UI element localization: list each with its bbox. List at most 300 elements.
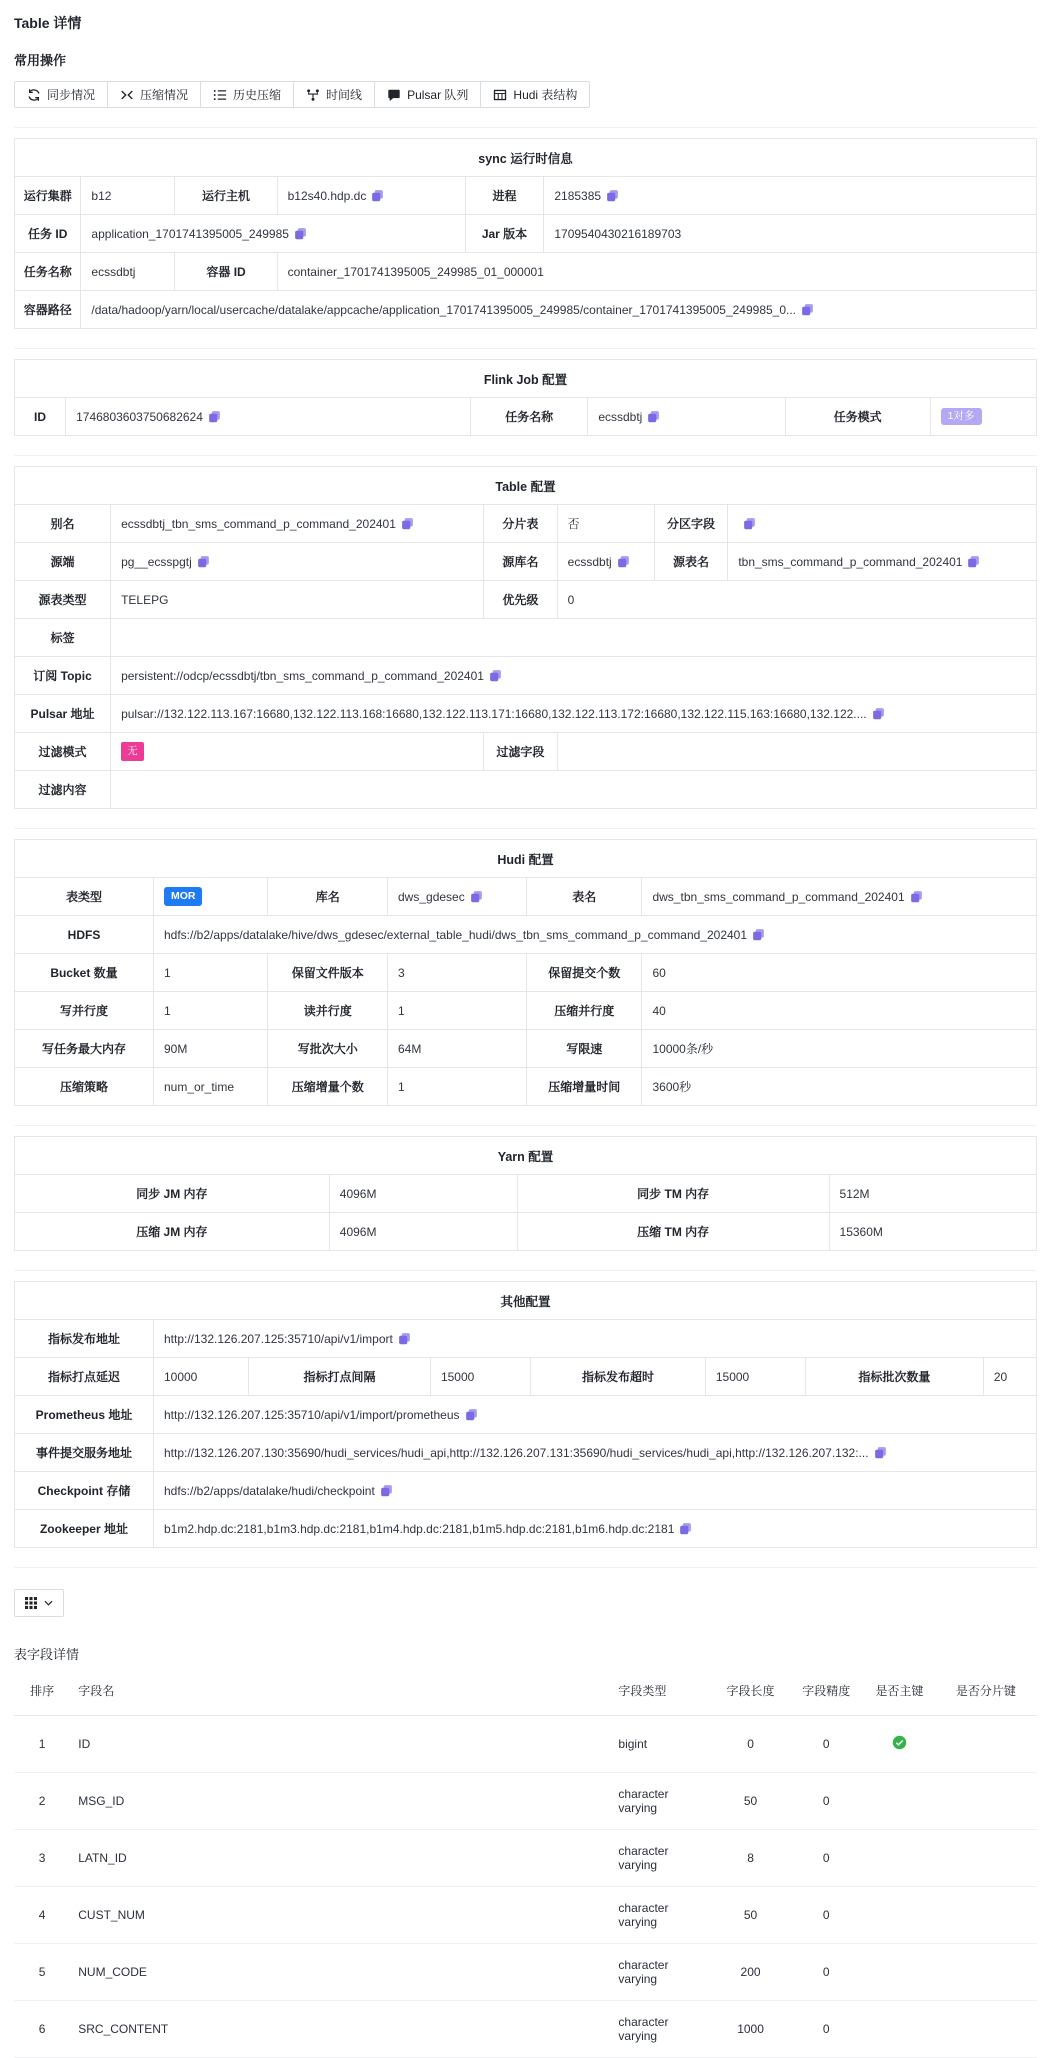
config-row: [15, 177, 1037, 215]
action-button-4[interactable]: [293, 81, 375, 108]
field-label-text: 事件提交服务地址: [35, 1446, 132, 1460]
action-button-1[interactable]: [14, 81, 108, 108]
field-name-cell: SRC_CONTENT: [70, 2001, 610, 2058]
field-value: [111, 695, 1037, 733]
check-circle-icon: [892, 1735, 907, 1750]
field-label-text: 写批次大小: [297, 1042, 358, 1056]
field-value: [153, 1030, 267, 1068]
field-length-cell: 1000: [713, 2001, 789, 2058]
field-label-text: 容器 ID: [206, 265, 246, 279]
field-value-text: ecssdbtj: [567, 554, 612, 569]
action-button-label: 历史压缩: [233, 88, 282, 102]
field-name-cell: LATN_ID: [70, 1830, 610, 1887]
field-value-text: 20: [993, 1369, 1008, 1384]
action-button-5[interactable]: [374, 81, 481, 108]
field-value-text: 15000: [715, 1369, 750, 1384]
config-table: [14, 1136, 1037, 1251]
config-row: [15, 771, 1037, 809]
field-value: [642, 878, 1037, 916]
copy-icon[interactable]: [371, 189, 384, 202]
copy-icon[interactable]: [380, 1484, 393, 1497]
field-label: [15, 619, 111, 657]
config-sections: [14, 127, 1037, 1548]
field-value: [111, 657, 1037, 695]
field-label: [15, 291, 81, 329]
config-table: [14, 359, 1037, 436]
field-label: [526, 1068, 641, 1106]
field-label-text: 任务 ID: [28, 227, 68, 241]
field-label: [484, 543, 558, 581]
field-label: [15, 1175, 330, 1213]
field-value-text: pulsar://132.122.113.167:16680,132.122.113.168:16680,132.122.113.171:16680,132.122.113.172:16680,132.122.115.163:16680,132.122....: [121, 706, 867, 721]
field-label: [526, 992, 641, 1030]
field-value: [557, 505, 654, 543]
field-label-text: 压缩增量时间: [548, 1080, 621, 1094]
section-title-row: [15, 840, 1037, 878]
field-value: [111, 619, 1037, 657]
field-label: [175, 177, 277, 215]
copy-icon[interactable]: [967, 555, 980, 568]
field-value-text: dws_gdesec: [398, 889, 465, 904]
field-value-text: 2185385: [554, 188, 602, 203]
divider: [14, 348, 1037, 349]
field-type-cell: character varying: [610, 1944, 712, 2001]
copy-icon[interactable]: [401, 517, 414, 530]
copy-icon[interactable]: [617, 555, 630, 568]
field-label: [15, 916, 154, 954]
timeline-icon: [306, 88, 320, 102]
copy-icon[interactable]: [910, 890, 923, 903]
field-value-text: hdfs://b2/apps/datalake/hive/dws_gdesec/external_table_hudi/dws_tbn_sms_command_p_command_202401: [163, 927, 748, 942]
field-value: [153, 1434, 1036, 1472]
field-value: [705, 1358, 805, 1396]
chevron-down-icon: [44, 1600, 53, 1606]
copy-icon[interactable]: [489, 669, 502, 682]
field-label-text: 表类型: [65, 890, 102, 904]
field-label: [654, 505, 728, 543]
copy-icon[interactable]: [872, 707, 885, 720]
field-value: [588, 398, 785, 436]
field-value: [153, 992, 267, 1030]
field-value: [111, 505, 484, 543]
field-type-cell: character varying: [610, 1773, 712, 1830]
field-value-text: 0: [567, 592, 575, 607]
config-row: [15, 398, 1037, 436]
message-icon: [387, 88, 401, 102]
field-value-text: 10000条/秒: [652, 1042, 714, 1056]
action-button-label: Pulsar 队列: [407, 88, 469, 102]
field-label: [15, 992, 154, 1030]
field-value: [81, 253, 175, 291]
field-name-cell: MSG_ID: [70, 1773, 610, 1830]
field-value-text: 3: [398, 965, 405, 980]
section-title-row: [15, 139, 1037, 177]
action-button-6[interactable]: [480, 81, 590, 108]
config-row: [15, 253, 1037, 291]
field-label-text: 指标发布地址: [47, 1332, 120, 1346]
field-type-cell: bigint: [610, 1716, 712, 1773]
field-order-cell: 6: [14, 2001, 70, 2058]
field-label-text: 过滤模式: [38, 745, 87, 759]
field-value: [388, 1030, 527, 1068]
field-value: [81, 215, 465, 253]
field-label-text: 源表名: [673, 555, 710, 569]
config-row: [15, 1068, 1037, 1106]
view-mode-button[interactable]: [14, 1589, 64, 1617]
copy-icon[interactable]: [743, 517, 756, 530]
field-label-text: 指标批次数量: [858, 1370, 931, 1384]
field-value: [329, 1175, 517, 1213]
field-label-text: 写限速: [566, 1042, 603, 1056]
field-value: [388, 878, 527, 916]
field-label-text: Zookeeper 地址: [39, 1522, 128, 1536]
field-length-cell: 0: [713, 1716, 789, 1773]
config-row: [15, 954, 1037, 992]
field-value: [557, 581, 1036, 619]
column-header: 字段精度: [788, 1667, 864, 1716]
field-label: [15, 1213, 330, 1251]
config-row: [15, 1510, 1037, 1548]
copy-icon[interactable]: [801, 303, 814, 316]
action-button-label: 压缩情况: [140, 88, 189, 102]
field-length-cell: 200: [713, 1944, 789, 2001]
section-title-row: [15, 1137, 1037, 1175]
field-label: [15, 954, 154, 992]
field-label: [15, 543, 111, 581]
column-header: 字段类型: [610, 1667, 712, 1716]
config-row: [15, 505, 1037, 543]
field-label: [531, 1358, 706, 1396]
grid-icon: [25, 1597, 37, 1609]
field-order-cell: 4: [14, 1887, 70, 1944]
field-label-text: 源库名: [502, 555, 539, 569]
section-title: Hudi 配置: [15, 840, 1037, 878]
field-label: [268, 992, 388, 1030]
field-label: [470, 398, 588, 436]
field-value-text: 512M: [839, 1186, 870, 1201]
config-row: [15, 619, 1037, 657]
copy-icon[interactable]: [208, 410, 221, 423]
field-label: [465, 177, 544, 215]
field-value-text: http://132.126.207.125:35710/api/v1/import/prometheus: [163, 1407, 460, 1422]
field-label: [517, 1213, 829, 1251]
field-value-text: 1: [398, 1079, 405, 1094]
field-value: [81, 291, 1037, 329]
field-label-text: 标签: [50, 631, 75, 645]
table-row: [14, 1773, 1037, 1830]
field-label-text: 库名: [315, 890, 340, 904]
field-value-text: http://132.126.207.130:35690/hudi_services/hudi_api,http://132.126.207.131:35690/hudi_services/hudi_api,http://132.126.207.132:...: [163, 1445, 869, 1460]
shard-key-cell: [935, 1887, 1037, 1944]
primary-key-cell: [864, 1716, 935, 1773]
field-label: [484, 505, 558, 543]
field-value-text: pg__ecsspgtj: [121, 554, 192, 569]
shard-key-cell: [935, 1944, 1037, 2001]
field-value: [66, 398, 471, 436]
field-label: [15, 1396, 154, 1434]
field-label: [15, 657, 111, 695]
field-label-text: Prometheus 地址: [35, 1408, 133, 1422]
field-label-text: 进程: [492, 189, 517, 203]
table-row: [14, 2001, 1037, 2058]
field-value-text: application_1701741395005_249985: [91, 226, 289, 241]
field-value: [642, 992, 1037, 1030]
field-value: [153, 1510, 1036, 1548]
field-label-text: 表名: [572, 890, 597, 904]
shard-key-cell: [935, 1830, 1037, 1887]
field-value-text: 10000: [163, 1369, 198, 1384]
field-value-text: 64M: [398, 1041, 422, 1056]
column-header: 字段名: [70, 1667, 610, 1716]
field-label: [15, 398, 66, 436]
field-value: [153, 878, 267, 916]
config-row: [15, 1358, 1037, 1396]
field-value-text: 1709540430216189703: [554, 226, 682, 241]
field-order-cell: 1: [14, 1716, 70, 1773]
config-row: [15, 695, 1037, 733]
field-label: [15, 1068, 154, 1106]
copy-icon[interactable]: [874, 1446, 887, 1459]
sync-icon: [27, 88, 41, 102]
field-value-text: 4096M: [339, 1224, 377, 1239]
shard-key-cell: [935, 1773, 1037, 1830]
field-label: [15, 177, 81, 215]
field-value-text: 15000: [440, 1369, 475, 1384]
field-label: [268, 1030, 388, 1068]
field-name-cell: CUST_NUM: [70, 1887, 610, 1944]
field-label-text: Bucket 数量: [50, 966, 118, 980]
field-value-text: dws_tbn_sms_command_p_command_202401: [652, 889, 905, 904]
field-label-text: Jar 版本: [481, 227, 528, 241]
field-label: [15, 1320, 154, 1358]
section-title-row: [15, 1282, 1037, 1320]
field-value: [277, 177, 465, 215]
action-button-label: 时间线: [326, 88, 363, 102]
field-precision-cell: 0: [788, 1944, 864, 2001]
field-label-text: 同步 TM 内存: [637, 1187, 710, 1201]
field-label-text: Pulsar 地址: [30, 707, 95, 721]
field-label-text: 压缩并行度: [554, 1004, 615, 1018]
status-badge: MOR: [164, 887, 203, 906]
shard-key-cell: [935, 2001, 1037, 2058]
field-value-text: 60: [652, 965, 666, 980]
compress-icon: [120, 88, 134, 102]
field-value-text: b12s40.hdp.dc: [287, 188, 367, 203]
field-value: [983, 1358, 1036, 1396]
field-value: [153, 1320, 1036, 1358]
field-label-text: 优先级: [502, 593, 539, 607]
config-table: [14, 138, 1037, 329]
field-value-text: ecssdbtj: [598, 409, 643, 424]
field-label-text: 读并行度: [303, 1004, 352, 1018]
divider: [14, 1270, 1037, 1271]
section-title-row: [15, 467, 1037, 505]
config-row: [15, 657, 1037, 695]
field-label: [268, 954, 388, 992]
field-label-text: Checkpoint 存储: [37, 1484, 131, 1498]
field-label: [15, 771, 111, 809]
field-label-text: 过滤内容: [38, 783, 87, 797]
field-label-text: 运行集群: [23, 189, 72, 203]
config-row: [15, 1030, 1037, 1068]
field-value: [153, 954, 267, 992]
field-value-text: b1m2.hdp.dc:2181,b1m3.hdp.dc:2181,b1m4.hdp.dc:2181,b1m5.hdp.dc:2181,b1m6.hdp.dc:2181: [163, 1521, 675, 1536]
field-label: [484, 581, 558, 619]
field-label: [249, 1358, 431, 1396]
copy-icon[interactable]: [647, 410, 660, 423]
field-label-text: HDFS: [67, 927, 101, 942]
table-row: [14, 1716, 1037, 1773]
field-value: [829, 1213, 1036, 1251]
field-length-cell: 8: [713, 1830, 789, 1887]
fields-table-body: [14, 1716, 1037, 2058]
field-value-text: 1: [163, 965, 171, 980]
column-header: 是否分片键: [935, 1667, 1037, 1716]
field-order-cell: 5: [14, 1944, 70, 2001]
field-label-text: 容器路径: [23, 303, 72, 317]
copy-icon[interactable]: [606, 189, 619, 202]
field-value: [153, 1472, 1036, 1510]
field-label: [484, 733, 558, 771]
divider: [14, 1125, 1037, 1126]
field-value: [642, 954, 1037, 992]
field-label-text: 分区字段: [667, 517, 716, 531]
field-value: [388, 954, 527, 992]
config-row: [15, 1396, 1037, 1434]
config-row: [15, 543, 1037, 581]
section-title: 其他配置: [15, 1282, 1037, 1320]
field-label-text: 指标发布超时: [581, 1370, 654, 1384]
field-label-text: 保留提交个数: [548, 966, 621, 980]
field-precision-cell: 0: [788, 1773, 864, 1830]
field-label: [15, 695, 111, 733]
field-label-text: 别名: [50, 517, 75, 531]
field-name-cell: NUM_CODE: [70, 1944, 610, 2001]
field-value-text: 1746803603750682624: [76, 409, 203, 424]
common-actions-heading: 常用操作: [14, 53, 67, 68]
field-label-text: 指标打点间隔: [303, 1370, 376, 1384]
copy-icon[interactable]: [679, 1522, 692, 1535]
field-value-text: 1: [163, 1003, 171, 1018]
section-title: sync 运行时信息: [15, 139, 1037, 177]
field-value-text: TELEPG: [121, 592, 169, 607]
copy-icon[interactable]: [752, 928, 765, 941]
action-button-3[interactable]: [200, 81, 294, 108]
field-label: [15, 1510, 154, 1548]
column-header: 是否主键: [864, 1667, 935, 1716]
field-value-text: ecssdbtj_tbn_sms_command_p_command_202401: [121, 516, 396, 531]
page-title: Table 详情: [14, 15, 82, 31]
action-button-2[interactable]: [107, 81, 201, 108]
field-value: [557, 543, 654, 581]
table-row: [14, 1887, 1037, 1944]
field-label-text: ID: [34, 409, 47, 424]
field-value-text: container_1701741395005_249985_01_000001: [287, 264, 544, 279]
section-title-row: [15, 360, 1037, 398]
field-label: [15, 1358, 154, 1396]
field-value: [544, 177, 1037, 215]
primary-key-cell: [864, 1830, 935, 1887]
config-row: [15, 733, 1037, 771]
field-name-cell: ID: [70, 1716, 610, 1773]
column-header: 字段长度: [713, 1667, 789, 1716]
field-precision-cell: 0: [788, 1830, 864, 1887]
field-label-text: 任务模式: [833, 410, 882, 424]
field-value-text: 4096M: [339, 1186, 377, 1201]
fields-table-header-row: [14, 1667, 1037, 1716]
field-value-text: 3600秒: [652, 1080, 692, 1094]
field-label: [517, 1175, 829, 1213]
field-label: [654, 543, 728, 581]
field-precision-cell: 0: [788, 2001, 864, 2058]
divider: [14, 127, 1037, 128]
view-button-row: [14, 1589, 1037, 1617]
field-label-text: 压缩 TM 内存: [637, 1225, 710, 1239]
field-value: [557, 733, 1036, 771]
field-value: [329, 1213, 517, 1251]
field-label: [15, 581, 111, 619]
field-type-cell: character varying: [610, 1887, 712, 1944]
field-value-text: 40: [652, 1003, 666, 1018]
config-row: [15, 1320, 1037, 1358]
field-label-text: 源表类型: [38, 593, 87, 607]
field-label-text: 任务名称: [505, 410, 554, 424]
field-label: [15, 1472, 154, 1510]
field-label: [15, 878, 154, 916]
field-value-text: 否: [567, 517, 580, 531]
section-title: Flink Job 配置: [15, 360, 1037, 398]
copy-icon[interactable]: [470, 890, 483, 903]
config-table: [14, 1281, 1037, 1548]
config-row: [15, 1213, 1037, 1251]
field-value: [388, 992, 527, 1030]
field-label: [15, 253, 81, 291]
field-value: [111, 771, 1037, 809]
field-label: [465, 215, 544, 253]
field-label-text: 压缩 JM 内存: [136, 1225, 208, 1239]
field-length-cell: 50: [713, 1887, 789, 1944]
field-label-text: 写任务最大内存: [41, 1042, 126, 1056]
field-label-text: 压缩增量个数: [291, 1080, 364, 1094]
field-order-cell: 2: [14, 1773, 70, 1830]
config-row: [15, 215, 1037, 253]
field-value: [277, 253, 1036, 291]
field-label: [785, 398, 930, 436]
field-label: [15, 1030, 154, 1068]
field-value-text: persistent://odcp/ecssdbtj/tbn_sms_command_p_command_202401: [121, 668, 484, 683]
field-order-cell: 3: [14, 1830, 70, 1887]
field-value: [930, 398, 1036, 436]
field-label-text: 源端: [50, 555, 75, 569]
field-value-text: 90M: [163, 1041, 188, 1056]
field-value-text: 15360M: [839, 1224, 883, 1239]
shard-key-cell: [935, 1716, 1037, 1773]
action-button-label: Hudi 表结构: [513, 88, 578, 102]
copy-icon[interactable]: [197, 555, 210, 568]
copy-icon[interactable]: [465, 1408, 478, 1421]
field-value: [153, 1358, 248, 1396]
config-table: [14, 466, 1037, 809]
field-label-text: 订阅 Topic: [33, 669, 92, 683]
fields-table: [14, 1667, 1037, 2058]
field-value-text: ecssdbtj: [91, 264, 136, 279]
copy-icon[interactable]: [294, 227, 307, 240]
field-value: [153, 916, 1036, 954]
field-label: [526, 954, 641, 992]
field-value-text: 1: [398, 1003, 405, 1018]
copy-icon[interactable]: [398, 1332, 411, 1345]
field-label: [175, 253, 277, 291]
